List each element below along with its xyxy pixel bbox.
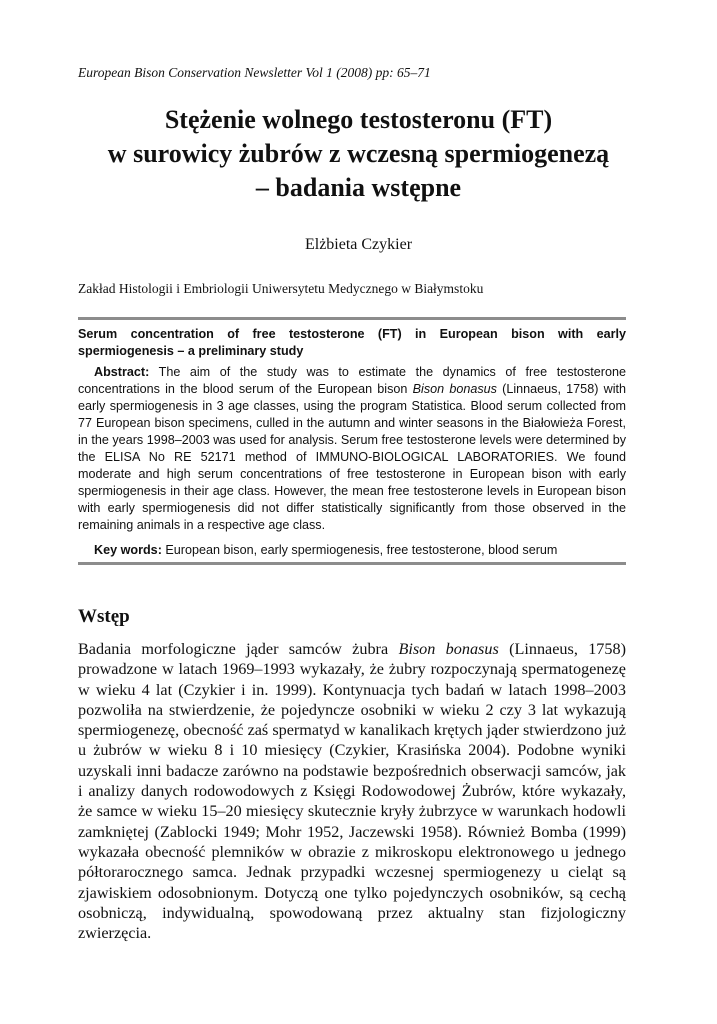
body-text-part1: Badania morfologiczne jąder samców żubra <box>78 640 399 658</box>
abstract-label: Abstract: <box>94 365 150 379</box>
english-title: Serum concentration of free testosterone (FT) in European bison with early spermiogenesis – a preliminary study <box>78 327 626 358</box>
keywords-label: Key words: <box>94 543 162 557</box>
body-paragraph <box>78 639 626 943</box>
title-line-3: – badania wstępne <box>255 173 462 202</box>
title-line-2: w surowicy żubrów z wczesną spermiogenezą <box>107 139 610 168</box>
abstract-paragraph <box>78 364 626 534</box>
affiliation: Zakład Histologii i Embriologii Uniwersytetu Medycznego w Białymstoku <box>78 281 484 296</box>
abstract-bottom-rule <box>78 562 626 565</box>
section-heading: Wstęp <box>78 606 130 627</box>
title-line-1: Stężenie wolnego testosteronu (FT) <box>164 105 553 134</box>
abstract-species: Bison bonasus <box>412 382 497 396</box>
abstract-text-part2: (Linnaeus, 1758) with early spermiogenesis in 3 age classes, using the program Statistica. Blood serum collected from 77 European bison specimens, culled in the autumn and winter seasons in the Białowieża Forest, in the years 1998–2003 was used for analysis. Serum free testosterone levels were determined by the ELISA No RE 52171 method of IMMUNO-BIOLOGICAL LABORATORIES. We found moderate and high serum concentrations of free testosterone in European bison with early spermiogenesis in their age class. However, the mean free testosterone levels in European bison with early spermiogenesis did not differ statistically significantly from those observed in the remaining animals in a respective age class. <box>78 382 626 532</box>
body-text-part2: (Linnaeus, 1758) prowadzone w latach 1969–1993 wykazały, że żubry rozpoczynają spermatogenezę w wieku 4 lat (Czykier i in. 1999). Kontynuacja tych badań w latach 1998–2003 pozwoliła na stwierdzenie, że pojedyncze osobniki w wieku 2 czy 3 lat wykazują spermiogenezę, obecność zaś spermatyd w kanalikach krętych jąder stwierdzono już u żubrów w wieku 8 i 10 miesięcy (Czykier, Krasińska 2004). Podobne wyniki uzyskali inni badacze zarówno na podstawie bezpośrednich obserwacji samców, jak i analizy danych rodowodowych z Księgi Rodowodowej Żubrów, które wykazały, że samce w wieku 15–20 miesięcy skutecznie kryły żubrzyce w warunkach hodowli zamkniętej (Zablocki 1949; Mohr 1952, Jaczewski 1958). Również Bomba (1999) wykazała obecność plemników w obrazie z mikroskopu elektronowego u jednego półtorarocznego samca. Jednak przypadki wczesnej spermiogenezy u cieląt są zjawiskiem odosobnionym. Dotyczą one tylko pojedynczych osobników, są cechą osobniczą, indywidualną, spowodowaną przez aktualny stan fizjologiczny zwierzęcia. <box>78 640 626 943</box>
abstract-box <box>78 326 626 559</box>
abstract-top-rule <box>78 317 626 320</box>
abstract-text-part1: The aim of the study was to estimate the dynamics of free testosterone concentrations in the blood serum of the European bison <box>78 365 626 396</box>
keywords-text: European bison, early spermiogenesis, free testosterone, blood serum <box>165 543 558 557</box>
author-name: Elżbieta Czykier <box>304 236 413 253</box>
keywords-line <box>78 542 626 559</box>
article-title <box>40 103 677 205</box>
body-species: Bison bonasus <box>398 640 499 658</box>
journal-citation: European Bison Conservation Newsletter Vol 1 (2008) pp: 65–71 <box>78 65 431 80</box>
section-body <box>78 639 626 943</box>
